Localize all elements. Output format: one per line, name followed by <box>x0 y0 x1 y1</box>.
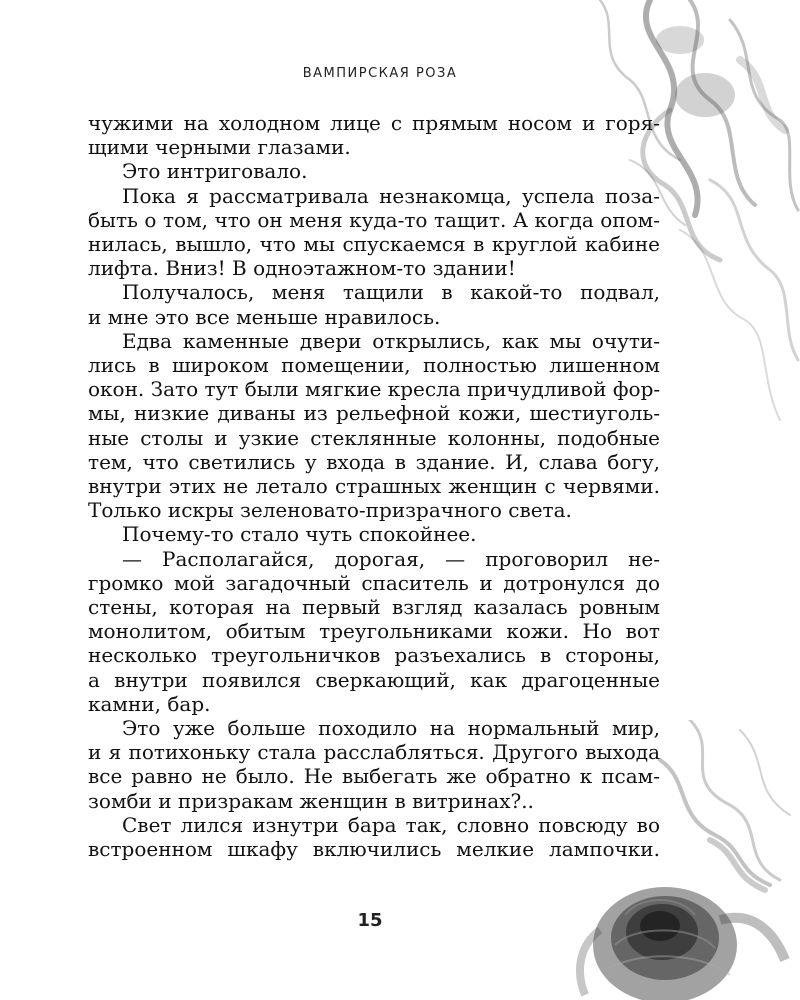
text-line: стены, которая на первый взгляд казалась ровным <box>88 595 660 620</box>
text-line: чужими на холодном лице с прямым носом и горя- <box>88 111 660 135</box>
text-line: громко мой загадочный спаситель и дотронулся до <box>88 570 660 595</box>
body-text <box>88 111 660 861</box>
text-line: зомби и призракам женщин в витринах?.. <box>88 788 534 813</box>
text-line: Пока я рассматривала незнакомца, успела поза- <box>122 183 660 208</box>
page-number: 15 <box>357 910 383 931</box>
text-line: все равно не было. Не выбегать же обратно к псам- <box>88 764 660 789</box>
text-line: встроенном шкафу включились мелкие лампочки. <box>88 837 660 862</box>
text-line: окон. Зато тут были мягкие кресла причудливой фор- <box>88 377 661 402</box>
text-line: мы, низкие диваны из рельефной кожи, шестиуголь- <box>88 401 660 426</box>
text-line: щими черными глазами. <box>88 135 351 160</box>
text-line: Это уже больше походило на нормальный мир, <box>122 716 660 741</box>
text-line: Свет лился изнутри бара так, словно повсюду во <box>122 812 660 837</box>
text-line: — Располагайся, дорогая, — проговорил не- <box>122 546 660 571</box>
text-line: Почему-то стало чуть спокойнее. <box>122 522 477 547</box>
text-line: лифта. Вниз! В одноэтажном-то здании! <box>88 256 516 281</box>
text-line: Только искры зеленовато-призрачного света. <box>88 498 572 523</box>
text-line: и я потихоньку стала расслабляться. Другого выхода <box>88 740 660 765</box>
text-line: камни, бар. <box>88 691 211 716</box>
text-line: и мне это все меньше нравилось. <box>88 304 441 329</box>
text-line: Получалось, меня тащили в какой-то подвал, <box>122 280 660 305</box>
text-line: а внутри появился сверкающий, как драгоценные <box>88 667 660 692</box>
text-line: внутри этих не летало страшных женщин с червями. <box>88 474 660 499</box>
text-line: монолитом, обитым треугольниками кожи. Но вот <box>88 619 660 644</box>
text-line: Это интриговало. <box>122 159 308 184</box>
text-line: тем, что светились у входа в здание. И, слава богу, <box>88 449 660 474</box>
text-line: несколько треугольничков разъехались в стороны, <box>88 643 660 668</box>
text-line: нилась, вышло, что мы спускаемся в круглой кабине <box>88 232 660 257</box>
text-line: лись в широком помещении, полностью лишенном <box>88 353 660 378</box>
text-line: быть о том, что он меня куда-то тащит. А когда опом- <box>88 207 660 232</box>
text-line: Едва каменные двери открылись, как мы очути- <box>122 328 660 353</box>
running-header: ВАМПИРСКАЯ РОЗА <box>302 66 458 81</box>
text-line: ные столы и узкие стеклянные колонны, подобные <box>88 425 660 450</box>
